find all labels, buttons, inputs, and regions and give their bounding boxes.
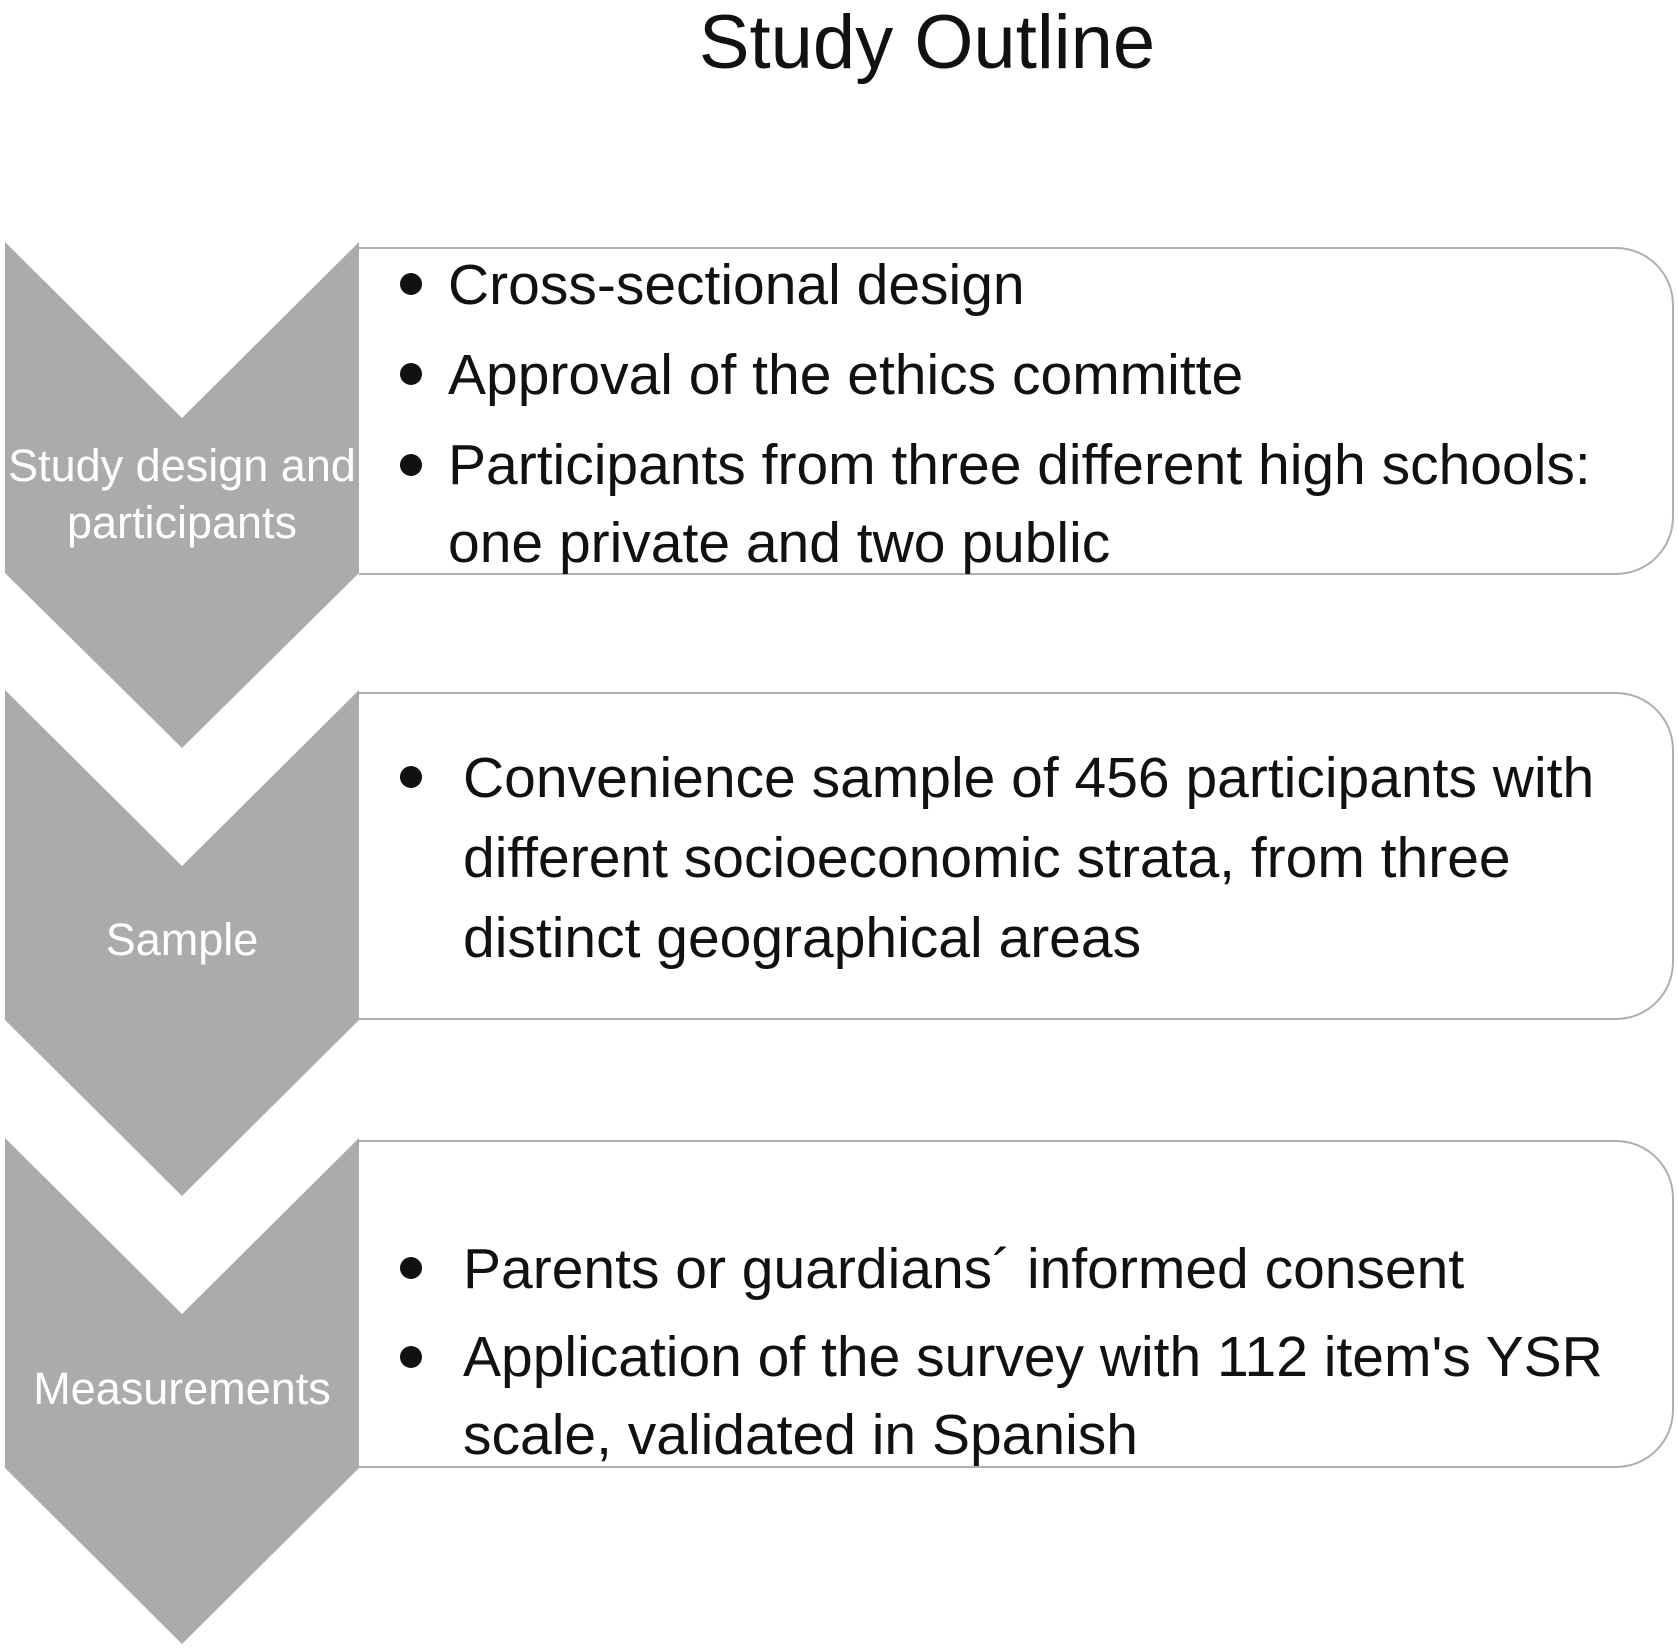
step-1-label: Study design and participants bbox=[8, 440, 356, 548]
bullet-item: Convenience sample of 456 participants with different socioeconomic strata, from three distinct geographical areas bbox=[398, 738, 1648, 978]
bullet-item: Participants from three different high schools: one private and two public bbox=[398, 426, 1648, 582]
bullet-item: Cross-sectional design bbox=[398, 240, 1648, 330]
diagram-title: Study Outline bbox=[698, 0, 1156, 85]
bullet-item: Approval of the ethics committe bbox=[398, 330, 1648, 420]
step-2-bullet-list bbox=[398, 738, 1648, 978]
step-2-label: Sample bbox=[105, 914, 259, 965]
bullet-item: Parents or guardians´ informed consent bbox=[398, 1224, 1648, 1314]
step-1-bullet-list bbox=[398, 240, 1648, 582]
step-3-bullet-list bbox=[398, 1224, 1648, 1474]
bullet-item: Application of the survey with 112 item's YSR scale, validated in Spanish bbox=[398, 1318, 1648, 1474]
step-3-label: Measurements bbox=[33, 1363, 331, 1414]
